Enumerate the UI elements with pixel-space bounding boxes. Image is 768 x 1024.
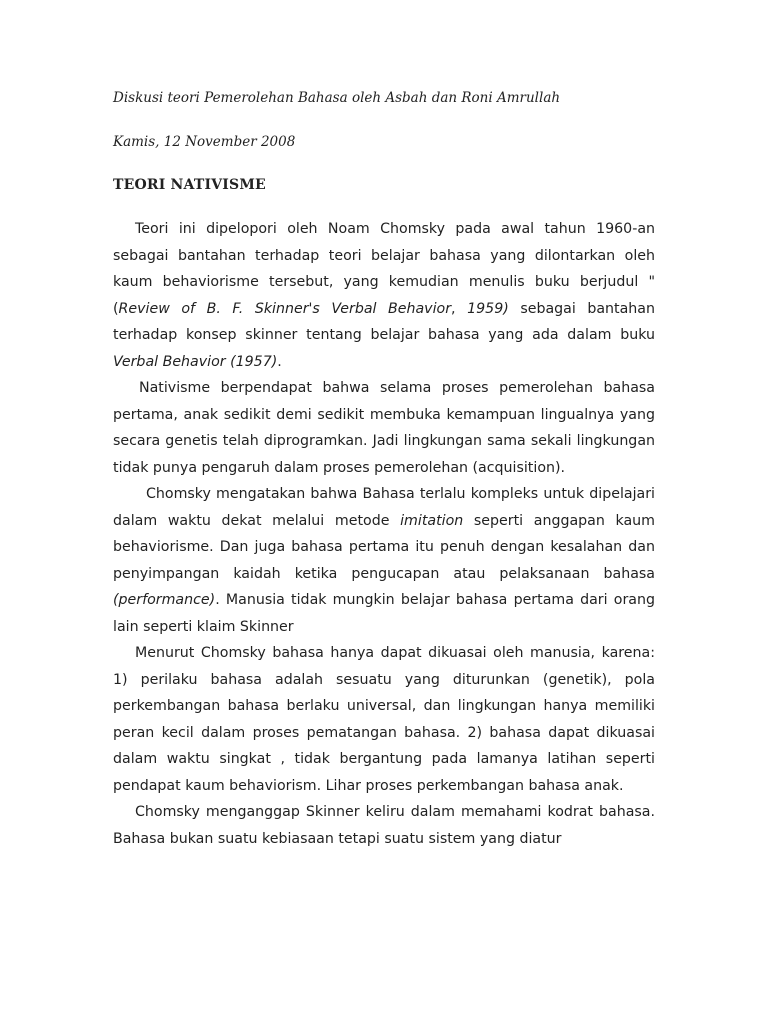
p1-text-c: , — [451, 300, 468, 317]
document-date: Kamis, 12 November 2008 — [113, 134, 296, 150]
p3-text-c: seperti anggapan kaum behaviorisme. Dan juga bahasa pertama itu penuh dengan kesalahan dan penyimpangan kaidah ketika pengucapan atau pelaksanaan bahasa — [113, 512, 655, 582]
p1-text-e: sebagai bantahan terhadap konsep skinner tentang belajar bahasa yang ada dalam buku — [113, 300, 655, 343]
p3-text-e: . Manusia tidak mungkin belajar bahasa pertama dari orang lain seperti klaim Skinner — [113, 592, 655, 635]
document-body — [113, 216, 655, 852]
p3-performance: (performance) — [113, 592, 216, 608]
paragraph-3 — [113, 481, 655, 640]
paragraph-5: Chomsky menganggap Skinner keliru dalam memahami kodrat bahasa. Bahasa bukan suatu kebiasaan tetapi suatu sistem yang diatur — [113, 804, 655, 847]
section-heading: TEORI NATIVISME — [113, 177, 266, 193]
p1-text-a: Teori ini dipelopori oleh Noam Chomsky pada awal tahun 1960-an sebagai bantahan terhadap teori belajar bahasa yang dilontarkan oleh kaum behaviorisme tersebut, yang kemudian menulis buku berjudul "( — [113, 221, 655, 317]
p1-year: 1959) — [467, 300, 509, 317]
p1-book-title: Review of B. F. Skinner's Verbal Behavior — [118, 300, 452, 317]
paragraph-4: Menurut Chomsky bahasa hanya dapat dikuasai oleh manusia, karena: 1) perilaku bahasa adalah sesuatu yang diturunkan (genetik), pola perkembangan bahasa berlaku universal, dan lingkungan hanya memiliki peran kecil dalam proses pematangan bahasa. 2) bahasa dapat dikuasai dalam waktu singkat , tidak bergantung pada lamanya latihan seperti pendapat kaum behaviorism. Lihar proses perkembangan bahasa anak. — [113, 645, 655, 794]
p3-imitation: imitation — [400, 512, 464, 529]
paragraph-2: Nativisme berpendapat bahwa selama proses pemerolehan bahasa pertama, anak sedikit demi sedikit membuka kemampuan lingualnya yang secara genetis telah diprogramkan. Jadi lingkungan sama sekali lingkungan tidak punya pengaruh dalam proses pemerolehan (acquisition). — [113, 380, 655, 476]
p3-text-a: Chomsky mengatakan bahwa Bahasa terlalu kompleks untuk dipelajari dalam waktu dekat melalui metode — [113, 486, 655, 529]
p1-book-verbal-behavior: Verbal Behavior (1957) — [113, 353, 278, 370]
p1-text-g: . — [277, 353, 282, 370]
document-title: Diskusi teori Pemerolehan Bahasa oleh Asbah dan Roni Amrullah — [113, 90, 561, 106]
paragraph-1 — [113, 216, 655, 375]
